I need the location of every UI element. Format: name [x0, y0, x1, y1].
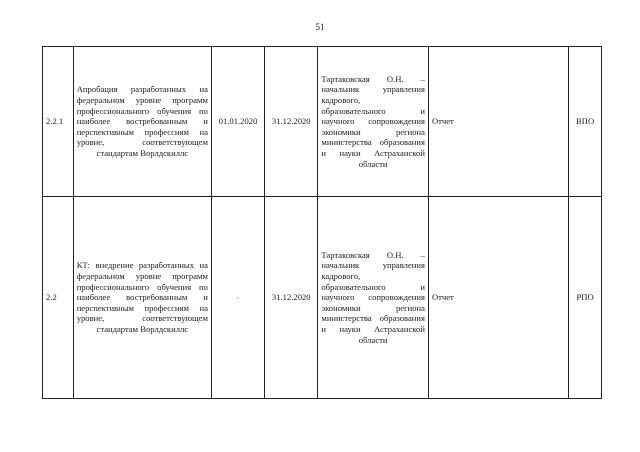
result-document: Отчет	[428, 47, 568, 197]
control-level: РПО	[569, 197, 602, 399]
start-date: -	[211, 197, 264, 399]
responsible-person: Тартаковская О.Н. – начальник управления кадрового, образовательного и научного сопровождения экономики региона министерства образования и науки Астраханской области	[318, 47, 429, 197]
control-level: ВПО	[569, 47, 602, 197]
end-date: 31.12.2020	[265, 47, 318, 197]
end-date: 31.12.2020	[265, 197, 318, 399]
row-number: 2.2	[43, 197, 74, 399]
row-number: 2.2.1	[43, 47, 74, 197]
row-description: КТ: внедрение разработанных на федеральном уровне программ профессионального обучения по наиболее востребованным и перспективным профессиям на уровне, соответствующем стандартам Ворлдскиллс	[73, 197, 211, 399]
start-date: 01.01.2020	[211, 47, 264, 197]
row-description: Апробация разработанных на федеральном уровне программ профессионального обучения по наиболее востребованным и перспективным профессиям на уровне, соответствующем стандартам Ворлдскиллс	[73, 47, 211, 197]
responsible-person: Тартаковская О.Н. – начальник управления кадрового, образовательного и научного сопровождения экономики региона министерства образования и науки Астраханской области	[318, 197, 429, 399]
result-document: Отчет	[428, 197, 568, 399]
table-row	[43, 197, 602, 399]
plan-table	[42, 46, 602, 399]
page-number: 51	[315, 22, 325, 32]
table-row	[43, 47, 602, 197]
